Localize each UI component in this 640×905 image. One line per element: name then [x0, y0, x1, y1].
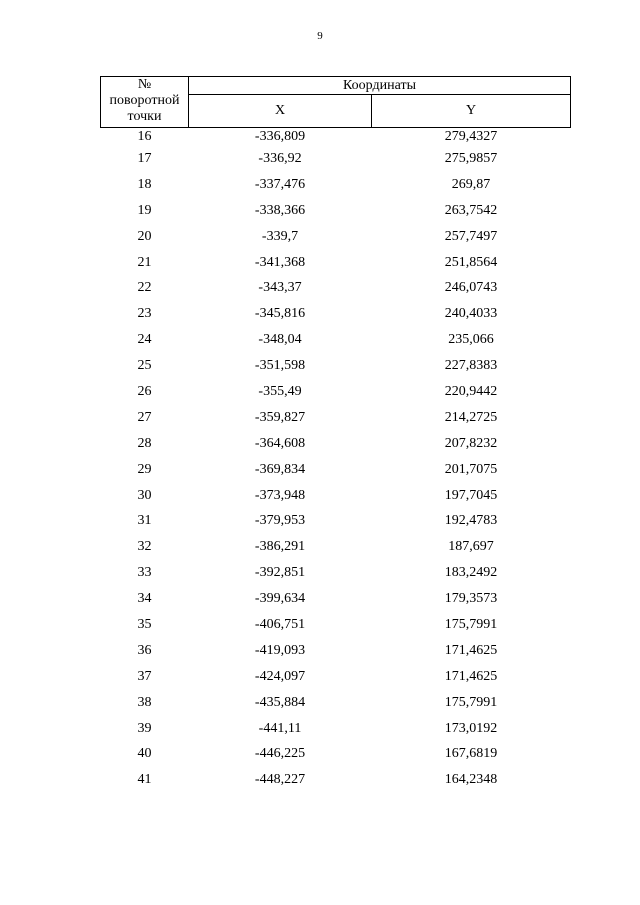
- table-row: [101, 383, 571, 409]
- cell-point-number: 24: [137, 332, 152, 348]
- header-x: X: [189, 95, 372, 128]
- cell-point-number: 35: [137, 617, 152, 633]
- cell-x: -435,884: [254, 694, 306, 710]
- table-row: [101, 176, 571, 202]
- cell-y: 183,2492: [444, 565, 498, 581]
- cell-point-number: 32: [137, 539, 152, 555]
- cell-point-number: 39: [137, 720, 152, 736]
- header-point-number-line: №: [137, 77, 152, 92]
- cell-y: 269,87: [451, 176, 491, 192]
- cell-x: -336,92: [258, 151, 302, 166]
- table-row: [101, 305, 571, 331]
- cell-y: 175,7991: [444, 617, 498, 633]
- cell-point-number: 38: [137, 694, 152, 710]
- cell-x: -364,608: [254, 435, 306, 451]
- cell-point-number: 26: [137, 384, 152, 400]
- table-row: [101, 720, 571, 746]
- cell-x: -359,827: [254, 409, 306, 425]
- cell-x: -338,366: [254, 202, 306, 218]
- table-row: [101, 128, 571, 151]
- cell-x: -424,097: [254, 668, 306, 684]
- page-number: 9: [317, 30, 323, 42]
- table-row: [101, 512, 571, 538]
- cell-y: 171,4625: [444, 668, 498, 684]
- table-row: [101, 409, 571, 435]
- cell-x: -379,953: [254, 513, 306, 529]
- header-coordinates: Координаты: [189, 77, 571, 95]
- header-point-number: [101, 77, 189, 128]
- cell-y: 173,0192: [444, 720, 498, 736]
- table-row: [101, 694, 571, 720]
- table-row: [101, 331, 571, 357]
- cell-point-number: 28: [137, 435, 152, 451]
- table-row: [101, 435, 571, 461]
- cell-y: 175,7991: [444, 694, 498, 710]
- cell-y: 214,2725: [444, 409, 498, 425]
- cell-x: -348,04: [258, 332, 302, 348]
- table-row: [101, 745, 571, 771]
- table-row: [101, 616, 571, 642]
- table-row: [101, 642, 571, 668]
- cell-x: -386,291: [254, 539, 306, 555]
- cell-y: 197,7045: [444, 487, 498, 503]
- cell-y: 187,697: [448, 539, 494, 555]
- cell-x: -441,11: [258, 720, 302, 736]
- cell-point-number: 34: [137, 591, 152, 607]
- cell-point-number: 29: [137, 461, 152, 477]
- cell-x: -345,816: [254, 306, 306, 322]
- cell-x: -355,49: [258, 384, 302, 400]
- cell-y: 279,4327: [444, 129, 498, 144]
- table-row: [101, 357, 571, 383]
- cell-x: -336,809: [254, 129, 306, 144]
- cell-y: 167,6819: [444, 746, 498, 762]
- cell-y: 263,7542: [444, 202, 498, 218]
- cell-y: 207,8232: [444, 435, 498, 451]
- cell-y: 179,3573: [444, 591, 498, 607]
- table-header: [101, 77, 571, 128]
- cell-point-number: 36: [137, 642, 152, 658]
- cell-y: 201,7075: [444, 461, 498, 477]
- table-row: [101, 228, 571, 254]
- header-point-number-line: точки: [127, 109, 162, 124]
- cell-point-number: 19: [137, 202, 152, 218]
- cell-y: 257,7497: [444, 228, 498, 244]
- cell-y: 171,4625: [444, 642, 498, 658]
- table-row: [101, 771, 571, 797]
- header-y: Y: [372, 95, 571, 128]
- cell-x: -341,368: [254, 254, 306, 270]
- table-row: [101, 668, 571, 694]
- cell-x: -343,37: [258, 280, 302, 296]
- coordinates-table: [100, 76, 571, 797]
- cell-x: -406,751: [254, 617, 306, 633]
- cell-x: -392,851: [254, 565, 306, 581]
- table-row: [101, 202, 571, 228]
- cell-point-number: 22: [137, 280, 152, 296]
- table-row: [101, 538, 571, 564]
- cell-point-number: 40: [137, 746, 152, 762]
- cell-y: 192,4783: [444, 513, 498, 529]
- cell-y: 235,066: [448, 332, 494, 348]
- table-row: [101, 590, 571, 616]
- cell-y: 227,8383: [444, 358, 498, 374]
- cell-x: -337,476: [254, 176, 306, 192]
- cell-y: 246,0743: [444, 280, 498, 296]
- cell-point-number: 41: [137, 772, 152, 788]
- table-row: [101, 279, 571, 305]
- table-row: [101, 150, 571, 176]
- cell-point-number: 37: [137, 668, 152, 684]
- cell-point-number: 31: [137, 513, 152, 529]
- cell-x: -448,227: [254, 772, 306, 788]
- cell-point-number: 21: [137, 254, 152, 270]
- cell-point-number: 25: [137, 358, 152, 374]
- cell-y: 275,9857: [444, 151, 498, 166]
- table-row: [101, 564, 571, 590]
- table-row: [101, 487, 571, 513]
- cell-x: -351,598: [254, 358, 306, 374]
- cell-point-number: 23: [137, 306, 152, 322]
- header-point-number-line: поворотной: [109, 93, 180, 108]
- cell-x: -419,093: [254, 642, 306, 658]
- table-row: [101, 461, 571, 487]
- cell-x: -369,834: [254, 461, 306, 477]
- cell-y: 220,9442: [444, 384, 498, 400]
- cell-y: 240,4033: [444, 306, 498, 322]
- cell-point-number: 27: [137, 409, 152, 425]
- cell-x: -399,634: [254, 591, 306, 607]
- cell-point-number: 18: [137, 176, 152, 192]
- cell-point-number: 30: [137, 487, 152, 503]
- cell-point-number: 20: [137, 228, 152, 244]
- cell-point-number: 16: [137, 129, 152, 144]
- cell-x: -446,225: [254, 746, 306, 762]
- table-body: [101, 128, 571, 798]
- cell-point-number: 17: [137, 151, 152, 166]
- cell-point-number: 33: [137, 565, 152, 581]
- cell-x: -373,948: [254, 487, 306, 503]
- cell-y: 164,2348: [444, 772, 498, 788]
- cell-x: -339,7: [261, 228, 299, 244]
- cell-y: 251,8564: [444, 254, 498, 270]
- table-row: [101, 254, 571, 280]
